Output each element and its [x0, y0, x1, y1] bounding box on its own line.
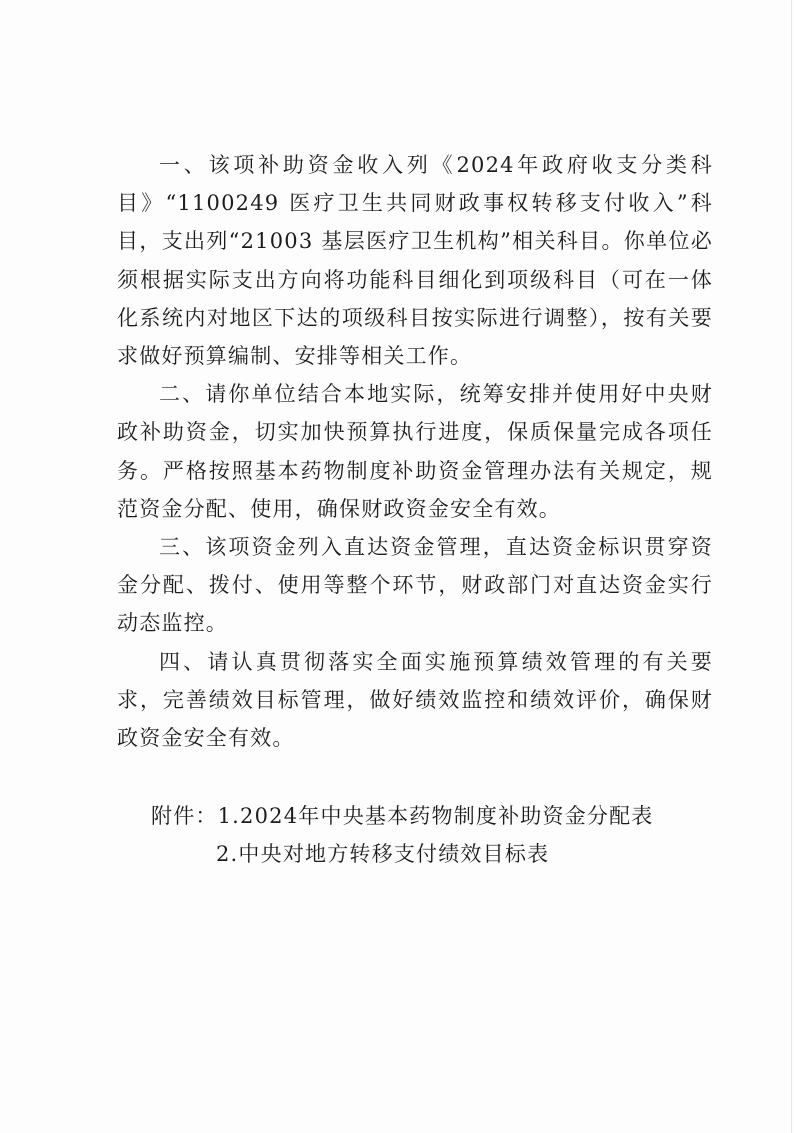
document-body	[117, 146, 713, 757]
paragraph-1: 一、该项补助资金收入列《2024年政府收支分类科目》“1100249 医疗卫生共同财政事权转移支付收入”科目，支出列“21003 基层医疗卫生机构”相关科目。你单位必须根据实际支出方向将功能科目细化到项级科目（可在一体化系统内对地区下达的项级科目按实际进行调整），按有关要求做好预算编制、安排等相关工作。	[117, 153, 713, 369]
scan-edge-line	[791, 0, 792, 1133]
attachments-label: 附件：	[151, 804, 218, 828]
attachment-item-1: 1.2024年中央基本药物制度补助资金分配表	[217, 804, 654, 828]
paragraph-2: 二、请你单位结合本地实际，统筹安排并使用好中央财政补助资金，切实加快预算执行进度，保质保量完成各项任务。严格按照基本药物制度补助资金管理办法有关规定，规范资金分配、使用，确保财政资金安全有效。	[117, 382, 713, 521]
paragraph-4: 四、请认真贯彻落实全面实施预算绩效管理的有关要求，完善绩效目标管理，做好绩效监控和绩效评价，确保财政资金安全有效。	[117, 649, 713, 751]
attachment-row-1	[151, 797, 654, 835]
attachments-section	[151, 797, 654, 873]
attachment-item-2: 2.中央对地方转移支付绩效目标表	[216, 842, 550, 867]
attachment-row-2	[151, 835, 654, 873]
paragraph-3: 三、该项资金列入直达资金管理，直达资金标识贯穿资金分配、拨付、使用等整个环节，财政部门对直达资金实行动态监控。	[117, 535, 713, 636]
